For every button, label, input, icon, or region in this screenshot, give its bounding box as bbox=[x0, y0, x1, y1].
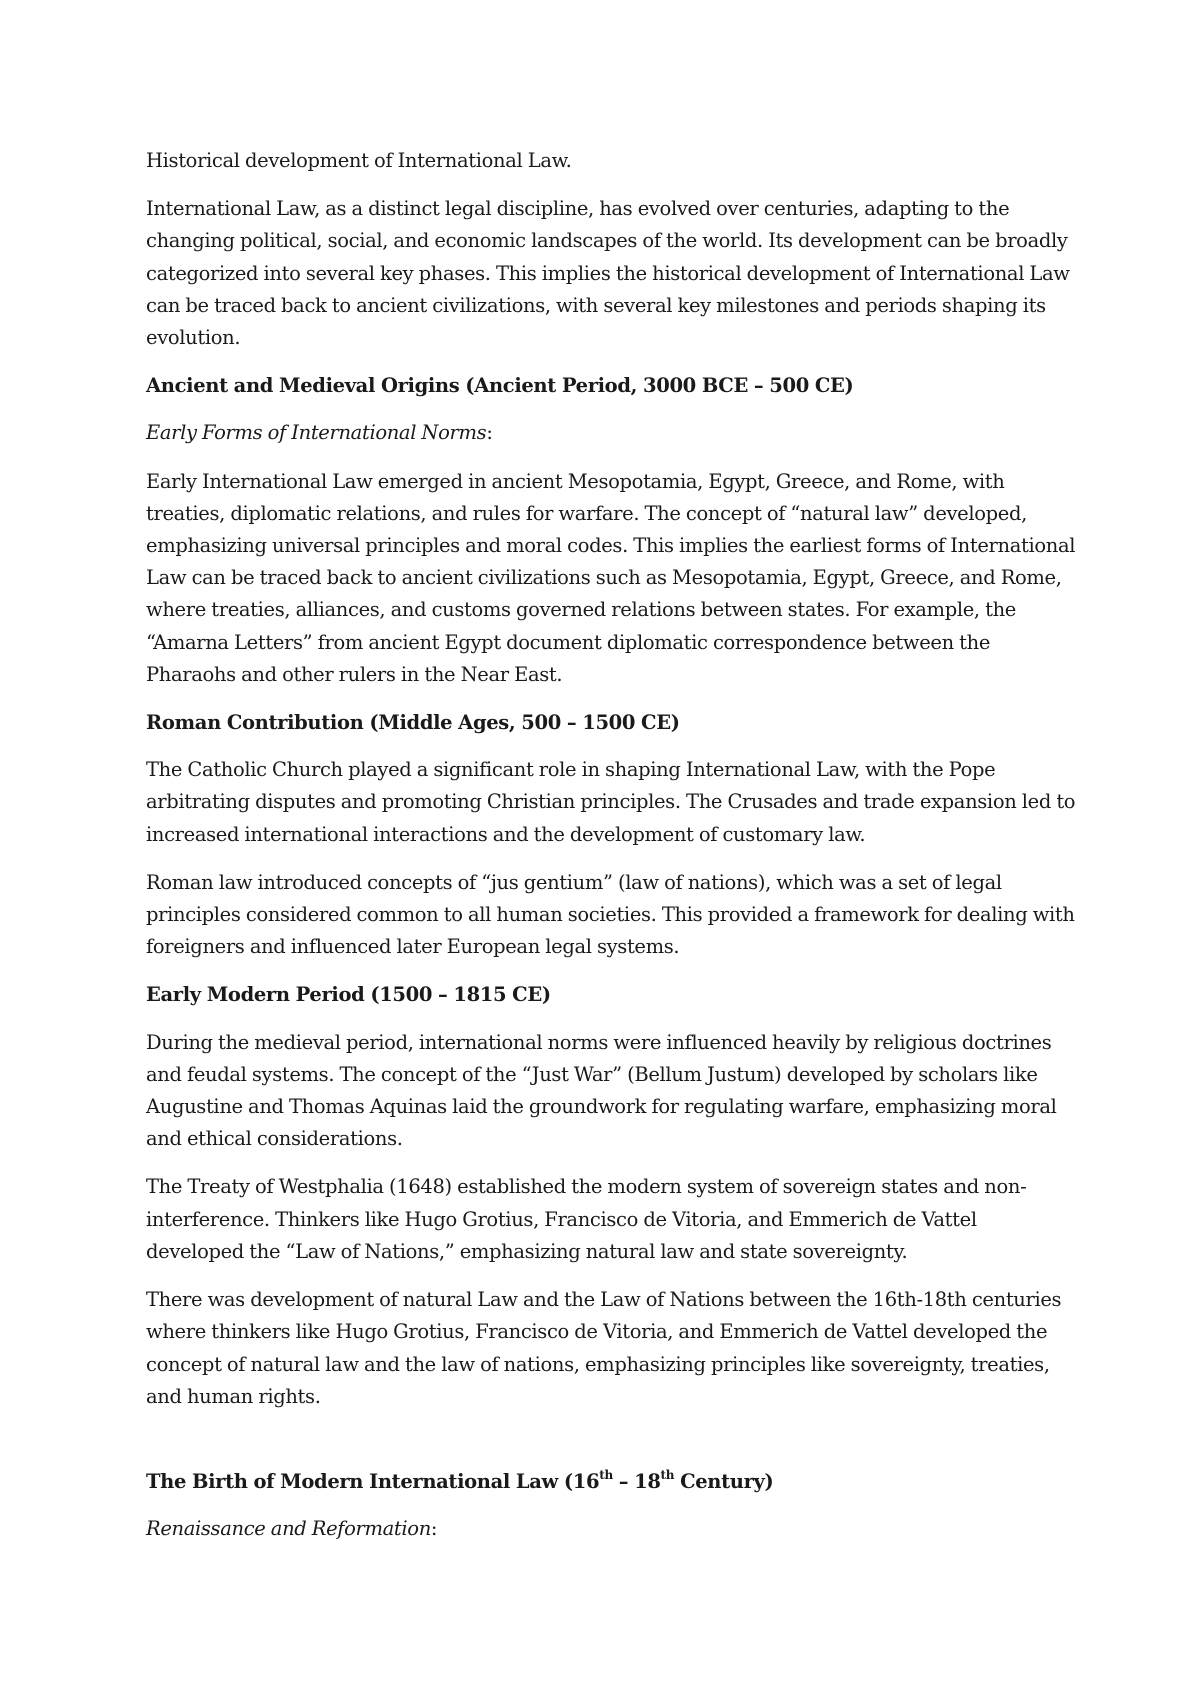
subheading-renaissance-text: Renaissance and Reformation bbox=[146, 1517, 431, 1541]
heading-sup-2: th bbox=[660, 1468, 675, 1483]
document-page bbox=[146, 145, 1076, 1561]
blank-line bbox=[146, 1429, 1076, 1466]
paragraph-natural-law: There was development of natural Law and the Law of Nations between the 16th-18th centuries where thinkers like Hugo Grotius, Francisco de Vitoria, and Emmerich de Vattel developed the concept of natural law and the law of nations, emphasizing principles like sovereignty, treaties, and human rights. bbox=[146, 1288, 1062, 1408]
subheading-renaissance bbox=[146, 1513, 1076, 1545]
subheading-early-forms bbox=[146, 417, 1076, 449]
heading-part-2: – 18 bbox=[612, 1469, 661, 1493]
paragraph-catholic-church: The Catholic Church played a significant role in shaping International Law, with the Pope arbitrating disputes and promoting Christian principles. The Crusades and trade expansion led to increased international interactions and the development of customary law. bbox=[146, 758, 1076, 846]
paragraph-early-international-law: Early International Law emerged in ancient Mesopotamia, Egypt, Greece, and Rome, with treaties, diplomatic relations, and rules for warfare. The concept of “natural law” developed, emphasizing universal principles and moral codes. This implies the earliest forms of International Law can be traced back to ancient civilizations such as Mesopotamia, Egypt, Greece, and Rome, where treaties, alliances, and customs governed relations between states. For example, the “Amarna Letters” from ancient Egypt document diplomatic correspondence between the Pharaohs and other rulers in the Near East. bbox=[146, 469, 1076, 686]
section-heading-ancient: Ancient and Medieval Origins (Ancient Period, 3000 BCE – 500 CE) bbox=[146, 374, 854, 398]
subheading-renaissance-colon: : bbox=[430, 1517, 438, 1541]
heading-sup-1: th bbox=[599, 1468, 613, 1483]
paragraph-westphalia: The Treaty of Westphalia (1648) established the modern system of sovereign states and non-interference. Thinkers like Hugo Grotius, Francisco de Vitoria, and Emmerich de Vattel developed the “Law of Nations,” emphasizing natural law and state sovereignty. bbox=[146, 1175, 1027, 1263]
paragraph-roman-law: Roman law introduced concepts of “jus gentium” (law of nations), which was a set of legal principles considered common to all human societies. This provided a framework for dealing with foreigners and influenced later European legal systems. bbox=[146, 870, 1075, 959]
section-heading-early-modern: Early Modern Period (1500 – 1815 CE) bbox=[146, 983, 551, 1007]
document-title: Historical development of International Law. bbox=[146, 149, 572, 172]
heading-part-1: The Birth of Modern International Law (16 bbox=[146, 1469, 600, 1493]
paragraph-medieval-period: During the medieval period, international norms were influenced heavily by religious doctrines and feudal systems. The concept of the “Just War” (Bellum Justum) developed by scholars like Augustine and Thomas Aquinas laid the groundwork for regulating warfare, emphasizing moral and ethical considerations. bbox=[146, 1030, 1057, 1151]
section-heading-birth-modern bbox=[146, 1466, 1076, 1498]
subheading-early-forms-colon: : bbox=[486, 421, 493, 445]
section-heading-roman: Roman Contribution (Middle Ages, 500 – 1500 CE) bbox=[146, 711, 680, 735]
subheading-early-forms-text: Early Forms of International Norms bbox=[146, 421, 487, 445]
intro-paragraph: International Law, as a distinct legal discipline, has evolved over centuries, adapting to the changing political, social, and economic landscapes of the world. Its development can be broadly categorized into several key phases. This implies the historical development of International Law can be traced back to ancient civilizations, with several key milestones and periods shaping its evolution. bbox=[146, 197, 1070, 350]
heading-part-3: Century) bbox=[674, 1469, 774, 1493]
